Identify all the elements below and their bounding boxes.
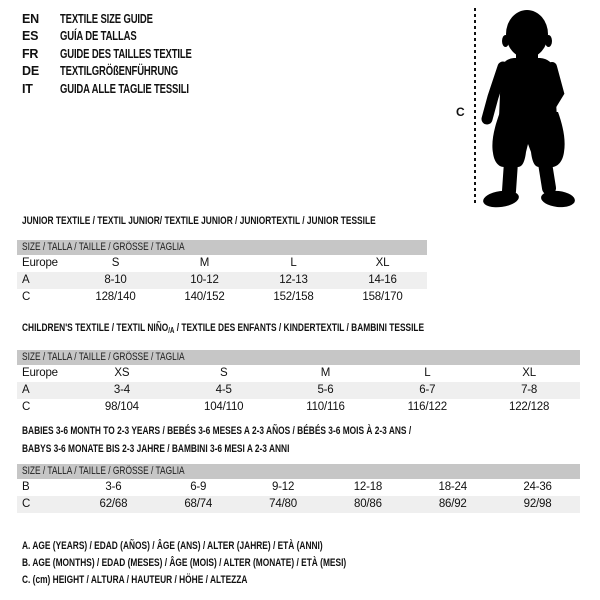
heading-part: CHILDREN'S TEXTILE / TEXTIL NIÑO — [22, 322, 169, 334]
section-heading-children — [22, 322, 551, 335]
language-title: GUIDA ALLE TAGLIE TESSILI — [60, 81, 189, 96]
size-cell: 86/92 — [438, 498, 467, 510]
size-cell: XS — [114, 367, 130, 379]
size-cell: 158/170 — [362, 291, 403, 303]
size-cell: 8-10 — [104, 274, 127, 286]
toddler-silhouette-icon — [478, 0, 600, 212]
size-cell: 10-12 — [190, 274, 219, 286]
language-code: IT — [22, 81, 33, 96]
footnote-a — [22, 538, 449, 555]
row-label: C — [22, 498, 31, 510]
table-row-c — [17, 399, 580, 416]
size-header-bar — [17, 350, 580, 365]
footnote-text: A. AGE (YEARS) / EDAD (AÑOS) / ÂGE (ANS) / ALTER (JAHRE) / ETÀ (ANNI) — [22, 540, 323, 552]
table-row-c — [17, 496, 580, 513]
size-cell: S — [219, 367, 228, 379]
size-cell: 74/80 — [269, 498, 297, 510]
size-header-label: SIZE / TALLA / TAILLE / GRÖSSE / TAGLIA — [22, 241, 185, 253]
table-row-a — [17, 272, 427, 289]
table-row-c — [17, 289, 427, 306]
size-cell: 62/68 — [99, 498, 128, 510]
table-row-europe — [17, 365, 580, 382]
size-cell: 7-8 — [521, 384, 538, 396]
size-cell: 6-9 — [190, 481, 207, 493]
row-label: Europe — [22, 367, 58, 379]
language-row-en — [22, 10, 233, 28]
language-title: GUÍA DE TALLAS — [60, 29, 137, 44]
language-row-fr — [22, 45, 233, 63]
size-cell: XL — [375, 257, 390, 269]
size-cell: 6-7 — [419, 384, 436, 396]
toddler-silhouette-shape — [482, 10, 576, 209]
row-label: A — [22, 274, 30, 286]
size-header-bar — [17, 464, 580, 479]
size-cell: S — [111, 257, 120, 269]
height-measure-line — [474, 8, 476, 205]
language-code: DE — [22, 64, 39, 79]
size-cell: 116/122 — [407, 401, 447, 413]
row-label: C — [22, 291, 31, 303]
row-label: C — [22, 401, 31, 413]
children-size-table — [17, 350, 580, 416]
size-cell: 18-24 — [438, 481, 467, 493]
language-code: EN — [22, 11, 39, 26]
language-row-es — [22, 28, 233, 46]
footnote-text: C. (cm) HEIGHT / ALTURA / HAUTEUR / HÖHE / ALTEZZA — [22, 574, 248, 586]
size-cell: 104/110 — [204, 401, 244, 413]
size-cell: 9-12 — [271, 481, 295, 493]
size-cell: 140/152 — [184, 291, 225, 303]
size-cell: 110/116 — [306, 401, 345, 413]
junior-size-table — [17, 240, 427, 306]
size-cell: 3-4 — [113, 384, 130, 396]
size-cell: 80/86 — [354, 498, 382, 510]
section-heading-babies — [22, 423, 534, 458]
footnote-text: B. AGE (MONTHS) / EDAD (MESES) / ÂGE (MOIS) / ALTER (MONATE) / ETÀ (MESI) — [22, 557, 347, 569]
size-cell: 92/98 — [523, 498, 552, 510]
size-cell: 12-13 — [279, 274, 308, 286]
table-row-b — [17, 479, 580, 496]
size-cell: 4-5 — [215, 384, 232, 396]
language-title: TEXTILGRÖßENFÜHRUNG — [60, 64, 178, 79]
section-heading-text: BABIES 3-6 MONTH TO 2-3 YEARS / BEBÉS 3-6 MESES A 2-3 AÑOS / BÉBÉS 3-6 MOIS À 2-3 ANS / — [22, 425, 412, 437]
section-heading-text: JUNIOR TEXTILE / TEXTIL JUNIOR/ TEXTILE JUNIOR / JUNIORTEXTIL / JUNIOR TESSILE — [22, 215, 376, 227]
size-cell: M — [320, 367, 331, 379]
size-header-label: SIZE / TALLA / TAILLE / GRÖSSE / TAGLIA — [22, 351, 185, 363]
figure-height-label: C — [456, 105, 465, 119]
language-title: TEXTILE SIZE GUIDE — [60, 11, 153, 26]
size-cell: 14-16 — [368, 274, 397, 286]
size-cell: M — [199, 257, 210, 269]
section-heading-text: BABYS 3-6 MONATE BIS 2-3 JAHRE / BAMBINI 3-6 MESI A 2-3 ANNI — [22, 442, 290, 455]
table-row-a — [17, 382, 580, 399]
section-heading-text — [22, 322, 424, 335]
row-label: A — [22, 384, 30, 396]
language-title-block — [22, 10, 233, 98]
table-row-europe — [17, 255, 427, 272]
heading-line — [22, 423, 534, 441]
size-cell: 5-6 — [317, 384, 334, 396]
size-cell: XL — [522, 367, 536, 379]
section-heading-junior — [22, 215, 487, 227]
size-cell: L — [424, 367, 431, 379]
babies-size-table — [17, 464, 580, 513]
size-header-bar — [17, 240, 427, 255]
size-cell: 24-36 — [523, 481, 552, 493]
size-cell: L — [290, 257, 297, 269]
heading-part: / TEXTILE DES ENFANTS / KINDERTEXTIL / BAMBINI TESSILE — [174, 322, 425, 334]
size-cell: 3-6 — [105, 481, 122, 493]
language-title: GUIDE DES TAILLES TEXTILE — [60, 46, 192, 61]
heading-subscript: /A — [168, 326, 175, 335]
size-cell: 152/158 — [273, 291, 314, 303]
language-code: ES — [22, 29, 39, 44]
size-cell: 98/104 — [104, 401, 139, 413]
language-row-de — [22, 63, 233, 81]
heading-line — [22, 441, 534, 459]
size-header-label: SIZE / TALLA / TAILLE / GRÖSSE / TAGLIA — [22, 465, 185, 477]
size-cell: 122/128 — [509, 401, 550, 413]
language-code: FR — [22, 46, 39, 61]
row-label: B — [22, 481, 30, 493]
footnote-c — [22, 572, 449, 589]
footnote-legend — [22, 538, 449, 589]
size-cell: 12-18 — [353, 481, 383, 493]
row-label: Europe — [22, 257, 58, 269]
footnote-b — [22, 555, 449, 572]
language-row-it — [22, 80, 233, 98]
size-cell: 68/74 — [184, 498, 213, 510]
size-cell: 128/140 — [95, 291, 136, 303]
